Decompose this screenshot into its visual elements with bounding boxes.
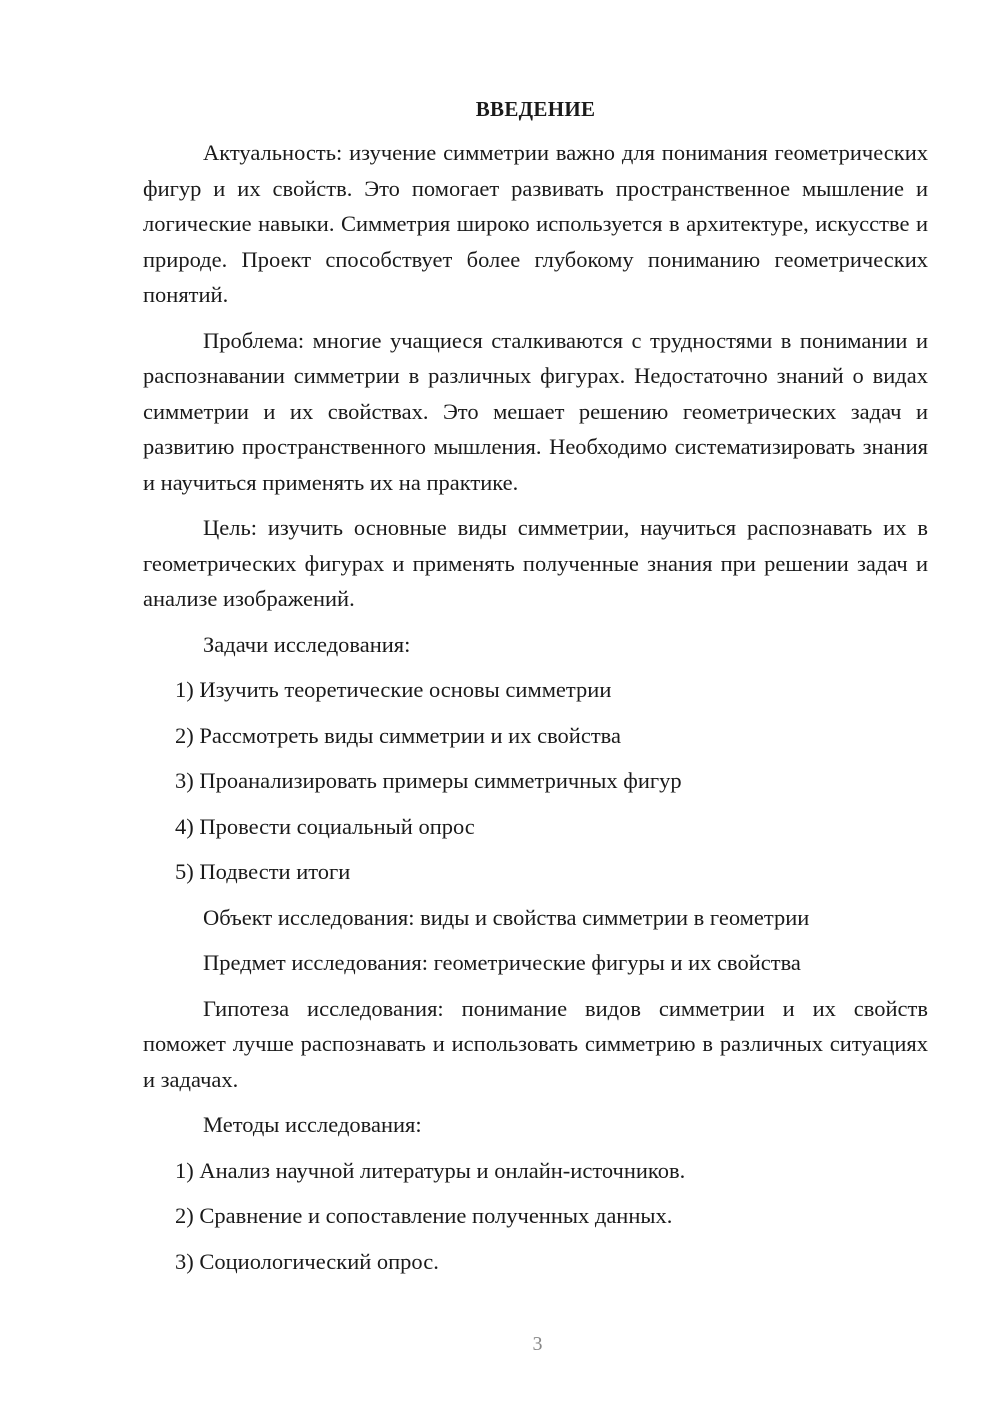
problem-paragraph: Проблема: многие учащиеся сталкиваются с трудностями в понимании и распознавании симметрии в различных фигурах. Недостаточно знаний о видах симметрии и их свойствах. Это мешает решению геометрических задач и развитию пространственного мышления. Необходимо систематизировать знания и научиться применять их на практике. [143,327,928,495]
task-item-1: 1) Изучить теоретические основы симметрии [175,677,612,702]
task-item-2: 2) Рассмотреть виды симметрии и их свойства [175,722,621,748]
document-page [143,92,928,1289]
research-object: Объект исследования: виды и свойства симметрии в геометрии [203,904,810,930]
hypothesis-paragraph: Гипотеза исследования: понимание видов симметрии и их свойств поможет лучше распознавать и использовать симметрию в различных ситуациях и задачах. [143,995,928,1092]
research-subject: Предмет исследования: геометрические фигуры и их свойства [203,950,801,975]
section-title: ВВЕДЕНИЕ [475,97,596,121]
goal-paragraph: Цель: изучить основные виды симметрии, научиться распознавать их в геометрических фигурах и применять полученные знания при решении задач и анализе изображений. [143,515,928,611]
page-number: 3 [532,1333,543,1355]
method-item-2: 2) Сравнение и сопоставление полученных данных. [175,1203,673,1228]
method-item-3: 3) Социологический опрос. [175,1248,439,1274]
method-item-1: 1) Анализ научной литературы и онлайн-источников. [175,1157,686,1183]
relevance-paragraph: Актуальность: изучение симметрии важно для понимания геометрических фигур и их свойств. Это помогает развивать пространственное мышление и логические навыки. Симметрия широко используется в архитектуре, искусстве и природе. Проект способствует более глубокому пониманию геометрических понятий. [143,140,928,307]
task-item-5: 5) Подвести итоги [175,859,351,884]
task-item-3: 3) Проанализировать примеры симметричных фигур [175,768,682,793]
task-item-4: 4) Провести социальный опрос [175,813,475,839]
methods-heading: Методы исследования: [203,1112,422,1137]
tasks-heading: Задачи исследования: [203,631,411,657]
